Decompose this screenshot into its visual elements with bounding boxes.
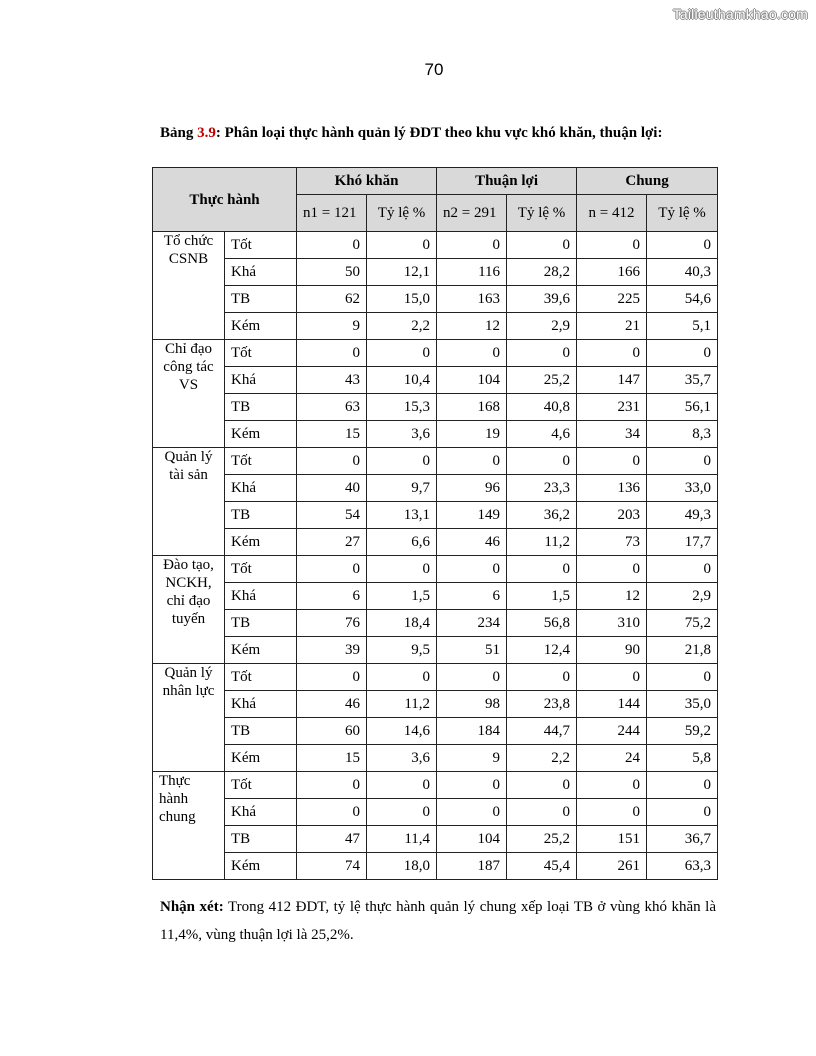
value-cell-n2: 9	[437, 745, 507, 772]
value-cell-n1: 0	[297, 664, 367, 691]
value-cell-n1: 0	[297, 556, 367, 583]
value-cell-n1: 74	[297, 853, 367, 880]
value-cell-n1: 0	[297, 772, 367, 799]
value-cell-n1: 27	[297, 529, 367, 556]
value-cell-p1: 10,4	[367, 367, 437, 394]
value-cell-p2: 44,7	[507, 718, 577, 745]
table-row	[153, 826, 718, 853]
value-cell-p1: 3,6	[367, 745, 437, 772]
value-cell-n1: 9	[297, 313, 367, 340]
value-cell-p: 0	[647, 556, 718, 583]
value-cell-p: 63,3	[647, 853, 718, 880]
level-cell: TB	[225, 826, 297, 853]
value-cell-n2: 0	[437, 772, 507, 799]
value-cell-p2: 0	[507, 772, 577, 799]
value-cell-p2: 0	[507, 664, 577, 691]
value-cell-n1: 54	[297, 502, 367, 529]
value-cell-p: 75,2	[647, 610, 718, 637]
level-cell: Tốt	[225, 556, 297, 583]
value-cell-n: 147	[577, 367, 647, 394]
level-cell: TB	[225, 718, 297, 745]
value-cell-p2: 39,6	[507, 286, 577, 313]
value-cell-p1: 0	[367, 448, 437, 475]
value-cell-p: 2,9	[647, 583, 718, 610]
value-cell-n2: 0	[437, 556, 507, 583]
value-cell-n2: 6	[437, 583, 507, 610]
level-cell: Khá	[225, 259, 297, 286]
value-cell-p1: 6,6	[367, 529, 437, 556]
value-cell-n: 21	[577, 313, 647, 340]
value-cell-p: 8,3	[647, 421, 718, 448]
value-cell-n1: 0	[297, 232, 367, 259]
table-row	[153, 853, 718, 880]
table-row	[153, 259, 718, 286]
value-cell-p: 5,1	[647, 313, 718, 340]
value-cell-p1: 18,0	[367, 853, 437, 880]
value-cell-n2: 187	[437, 853, 507, 880]
value-cell-p1: 12,1	[367, 259, 437, 286]
value-cell-n1: 0	[297, 340, 367, 367]
category-cell: Chỉ đạo công tác VS	[153, 340, 225, 448]
value-cell-p1: 11,4	[367, 826, 437, 853]
level-cell: Kém	[225, 421, 297, 448]
value-cell-n1: 50	[297, 259, 367, 286]
value-cell-n: 151	[577, 826, 647, 853]
value-cell-n1: 15	[297, 421, 367, 448]
value-cell-n1: 62	[297, 286, 367, 313]
value-cell-n2: 168	[437, 394, 507, 421]
value-cell-p: 0	[647, 448, 718, 475]
value-cell-p1: 0	[367, 664, 437, 691]
value-cell-n: 0	[577, 664, 647, 691]
value-cell-n2: 46	[437, 529, 507, 556]
value-cell-n2: 0	[437, 340, 507, 367]
value-cell-p: 49,3	[647, 502, 718, 529]
value-cell-n1: 47	[297, 826, 367, 853]
value-cell-n: 0	[577, 799, 647, 826]
level-cell: Kém	[225, 853, 297, 880]
value-cell-p1: 15,0	[367, 286, 437, 313]
value-cell-n2: 0	[437, 232, 507, 259]
value-cell-n2: 163	[437, 286, 507, 313]
page-number: 70	[424, 60, 444, 79]
value-cell-p1: 13,1	[367, 502, 437, 529]
level-cell: TB	[225, 610, 297, 637]
table-row	[153, 610, 718, 637]
table-row	[153, 691, 718, 718]
value-cell-n2: 0	[437, 664, 507, 691]
value-cell-p: 40,3	[647, 259, 718, 286]
value-cell-n: 0	[577, 556, 647, 583]
value-cell-n2: 12	[437, 313, 507, 340]
value-cell-n2: 234	[437, 610, 507, 637]
table-row	[153, 340, 718, 367]
table-row	[153, 799, 718, 826]
value-cell-n1: 40	[297, 475, 367, 502]
value-cell-p1: 0	[367, 772, 437, 799]
value-cell-n2: 116	[437, 259, 507, 286]
table-row	[153, 448, 718, 475]
value-cell-n: 0	[577, 448, 647, 475]
category-cell: Thực hành chung	[153, 772, 225, 880]
category-cell: Quản lý tài sản	[153, 448, 225, 556]
value-cell-n: 231	[577, 394, 647, 421]
value-cell-p2: 0	[507, 340, 577, 367]
header-ratio-2: Tỷ lệ %	[507, 195, 577, 232]
value-cell-p: 21,8	[647, 637, 718, 664]
value-cell-p2: 0	[507, 448, 577, 475]
value-cell-n2: 149	[437, 502, 507, 529]
table-row	[153, 556, 718, 583]
value-cell-p2: 0	[507, 232, 577, 259]
value-cell-n1: 0	[297, 799, 367, 826]
category-cell: Đào tạo, NCKH, chỉ đạo tuyến	[153, 556, 225, 664]
value-cell-n1: 63	[297, 394, 367, 421]
table-row	[153, 394, 718, 421]
watermark: Tailieuthamkhao.com	[672, 6, 808, 22]
level-cell: Khá	[225, 583, 297, 610]
value-cell-n: 310	[577, 610, 647, 637]
value-cell-n: 136	[577, 475, 647, 502]
value-cell-n: 225	[577, 286, 647, 313]
value-cell-n: 24	[577, 745, 647, 772]
header-ratio-3: Tỷ lệ %	[647, 195, 718, 232]
table-row	[153, 718, 718, 745]
value-cell-p2: 28,2	[507, 259, 577, 286]
level-cell: Tốt	[225, 340, 297, 367]
value-cell-p: 56,1	[647, 394, 718, 421]
value-cell-p1: 2,2	[367, 313, 437, 340]
comment-text: Trong 412 ĐDT, tỷ lệ thực hành quản lý chung xếp loại TB ở vùng khó khăn là 11,4%, vùng thuận lợi là 25,2%.	[160, 899, 717, 943]
value-cell-n: 90	[577, 637, 647, 664]
level-cell: Kém	[225, 313, 297, 340]
value-cell-n1: 43	[297, 367, 367, 394]
data-table	[152, 167, 718, 880]
value-cell-p1: 9,7	[367, 475, 437, 502]
value-cell-p2: 56,8	[507, 610, 577, 637]
value-cell-p1: 9,5	[367, 637, 437, 664]
value-cell-p: 54,6	[647, 286, 718, 313]
value-cell-p2: 2,9	[507, 313, 577, 340]
value-cell-p1: 14,6	[367, 718, 437, 745]
value-cell-p1: 0	[367, 799, 437, 826]
category-cell: Tổ chức CSNB	[153, 232, 225, 340]
table-row	[153, 664, 718, 691]
value-cell-n: 0	[577, 232, 647, 259]
value-cell-p1: 0	[367, 340, 437, 367]
value-cell-p1: 1,5	[367, 583, 437, 610]
comment-label: Nhận xét:	[160, 899, 224, 915]
header-total: Chung	[577, 168, 718, 195]
table-row	[153, 745, 718, 772]
value-cell-n: 0	[577, 772, 647, 799]
value-cell-p: 35,0	[647, 691, 718, 718]
header-favorable: Thuận lợi	[437, 168, 577, 195]
value-cell-p1: 0	[367, 556, 437, 583]
value-cell-n: 166	[577, 259, 647, 286]
value-cell-p2: 40,8	[507, 394, 577, 421]
value-cell-n1: 46	[297, 691, 367, 718]
level-cell: Kém	[225, 637, 297, 664]
value-cell-p2: 36,2	[507, 502, 577, 529]
value-cell-p2: 0	[507, 556, 577, 583]
table-row	[153, 529, 718, 556]
value-cell-p2: 25,2	[507, 826, 577, 853]
value-cell-p2: 11,2	[507, 529, 577, 556]
value-cell-n2: 104	[437, 826, 507, 853]
table-row	[153, 637, 718, 664]
value-cell-p2: 23,8	[507, 691, 577, 718]
value-cell-p1: 3,6	[367, 421, 437, 448]
value-cell-p2: 0	[507, 799, 577, 826]
level-cell: Kém	[225, 529, 297, 556]
value-cell-p: 0	[647, 664, 718, 691]
value-cell-p2: 23,3	[507, 475, 577, 502]
level-cell: Khá	[225, 799, 297, 826]
value-cell-n: 73	[577, 529, 647, 556]
caption-number: 3.9	[197, 125, 216, 141]
value-cell-p2: 2,2	[507, 745, 577, 772]
table-row	[153, 286, 718, 313]
value-cell-n2: 0	[437, 799, 507, 826]
comment-paragraph	[160, 893, 716, 949]
value-cell-p: 35,7	[647, 367, 718, 394]
value-cell-p: 0	[647, 340, 718, 367]
value-cell-n2: 104	[437, 367, 507, 394]
value-cell-p: 0	[647, 772, 718, 799]
value-cell-p: 33,0	[647, 475, 718, 502]
value-cell-n1: 0	[297, 448, 367, 475]
level-cell: Tốt	[225, 772, 297, 799]
value-cell-n2: 0	[437, 448, 507, 475]
table-body	[153, 232, 718, 880]
table-row	[153, 502, 718, 529]
level-cell: TB	[225, 286, 297, 313]
value-cell-p2: 1,5	[507, 583, 577, 610]
value-cell-p: 36,7	[647, 826, 718, 853]
level-cell: TB	[225, 502, 297, 529]
table-row	[153, 583, 718, 610]
category-cell: Quản lý nhân lực	[153, 664, 225, 772]
value-cell-n2: 19	[437, 421, 507, 448]
value-cell-n2: 96	[437, 475, 507, 502]
table-row	[153, 313, 718, 340]
value-cell-p1: 11,2	[367, 691, 437, 718]
level-cell: TB	[225, 394, 297, 421]
caption-prefix: Bảng	[160, 125, 198, 141]
table-caption	[160, 125, 760, 142]
level-cell: Tốt	[225, 448, 297, 475]
table-row	[153, 475, 718, 502]
value-cell-n1: 39	[297, 637, 367, 664]
value-cell-n2: 51	[437, 637, 507, 664]
level-cell: Khá	[225, 367, 297, 394]
table-row	[153, 232, 718, 259]
value-cell-n: 244	[577, 718, 647, 745]
value-cell-p2: 4,6	[507, 421, 577, 448]
header-n2: n2 = 291	[437, 195, 507, 232]
caption-title: : Phân loại thực hành quản lý ĐDT theo khu vực khó khăn, thuận lợi:	[215, 125, 663, 141]
level-cell: Khá	[225, 691, 297, 718]
value-cell-p2: 45,4	[507, 853, 577, 880]
value-cell-n1: 60	[297, 718, 367, 745]
header-practice: Thực hành	[153, 168, 297, 232]
value-cell-n: 0	[577, 340, 647, 367]
value-cell-n: 203	[577, 502, 647, 529]
header-ratio-1: Tỷ lệ %	[367, 195, 437, 232]
value-cell-p: 59,2	[647, 718, 718, 745]
table-row	[153, 421, 718, 448]
header-row-groups	[153, 168, 718, 195]
value-cell-p: 17,7	[647, 529, 718, 556]
value-cell-n2: 184	[437, 718, 507, 745]
table-row	[153, 772, 718, 799]
header-n1: n1 = 121	[297, 195, 367, 232]
value-cell-p: 0	[647, 232, 718, 259]
level-cell: Tốt	[225, 664, 297, 691]
level-cell: Kém	[225, 745, 297, 772]
value-cell-n: 34	[577, 421, 647, 448]
level-cell: Khá	[225, 475, 297, 502]
value-cell-p1: 0	[367, 232, 437, 259]
value-cell-n: 12	[577, 583, 647, 610]
value-cell-p2: 25,2	[507, 367, 577, 394]
value-cell-p1: 18,4	[367, 610, 437, 637]
header-n-total: n = 412	[577, 195, 647, 232]
value-cell-p: 0	[647, 799, 718, 826]
value-cell-n1: 76	[297, 610, 367, 637]
value-cell-n1: 15	[297, 745, 367, 772]
header-difficult: Khó khăn	[297, 168, 437, 195]
value-cell-p: 5,8	[647, 745, 718, 772]
value-cell-n1: 6	[297, 583, 367, 610]
table-row	[153, 367, 718, 394]
value-cell-n: 144	[577, 691, 647, 718]
value-cell-n: 261	[577, 853, 647, 880]
value-cell-p2: 12,4	[507, 637, 577, 664]
value-cell-p1: 15,3	[367, 394, 437, 421]
value-cell-n2: 98	[437, 691, 507, 718]
level-cell: Tốt	[225, 232, 297, 259]
